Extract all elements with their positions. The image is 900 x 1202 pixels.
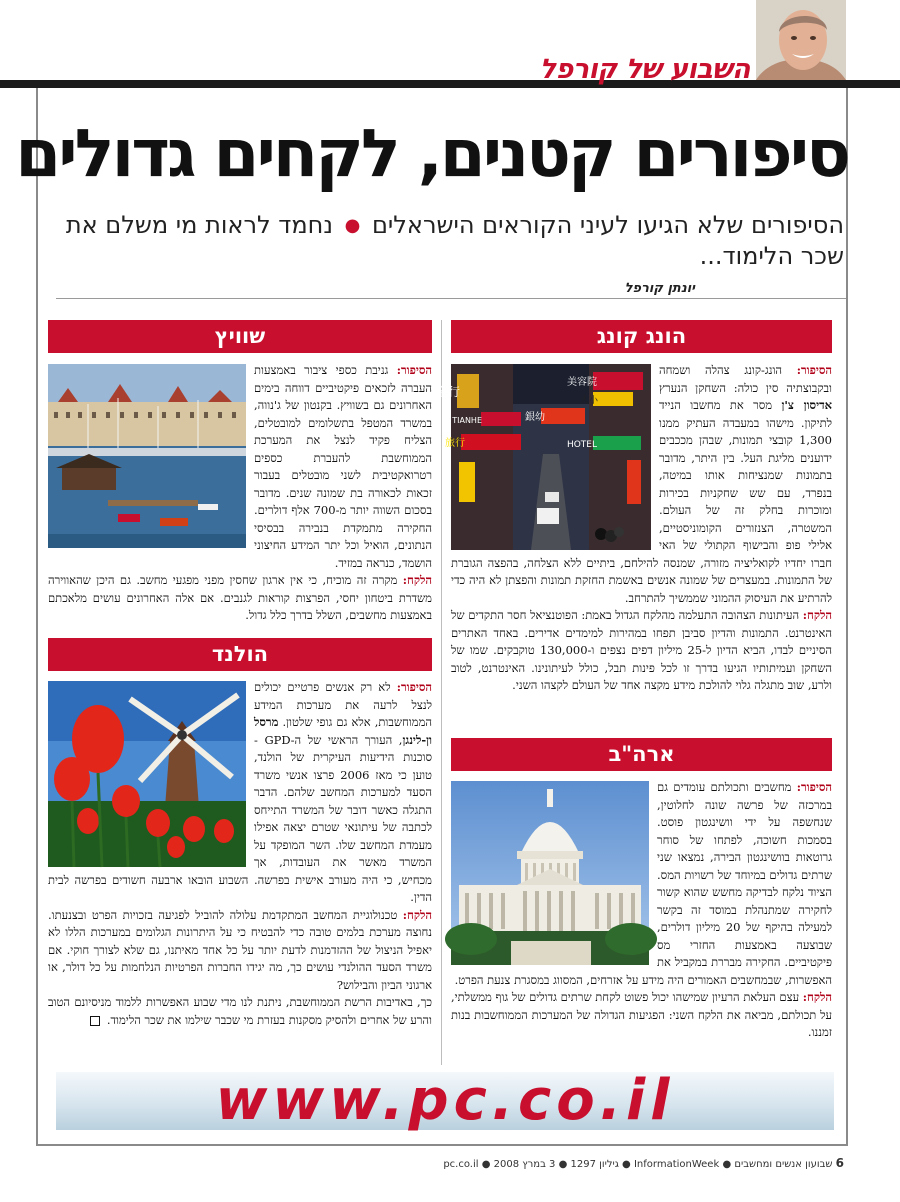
- folio-text: שבועון אנשים ומחשבים ● InformationWeek ● גיליון 1297 ● 3 במרץ 2008 ● pc.co.il: [443, 1159, 833, 1170]
- subheadline: [44, 210, 844, 271]
- lesson-hongkong: העיתונות הצהובה התעלמה מהלקח הגדול באמת: הפוטנציאל חסר התקדים של האינטרנט. התמונות והדיון סביבן תפחו במהירות למימדים אדירים. באחד האתרים הסיניים לבדו, הביא הדיון ל-25 מיליון דפים נצפים ו-130,000 טוקבקים. שמו של השחקן ועמיתותיו הגיעו בדרך זו לכל פינות תבל, כולל לעיתונינו. האינטרנט, לטוב ולרע, שוב מתגלה גלוי להולכת מידע מקצה אחד של העולם לקצהו השני.: [451, 608, 832, 692]
- hk-sign-7: HOTEL: [566, 440, 597, 450]
- story-holland-a: לא רק אנשים פרטיים יכולים לנצל לרעה את מערכות המידע הממוחשבות, אלא גם גופי שלטון.: [254, 680, 432, 729]
- column-divider: [441, 320, 442, 1065]
- harbor-photo: [48, 364, 246, 548]
- url-banner[interactable]: [56, 1068, 834, 1133]
- story-hongkong-b: מסר את מחשבו הנייד לתיקון. מישהו במעבדה העתיק ממנו 1,300 קובצי תמונות, שבהן מככבים ידוענים מליגת העל. בין היתר, מדובר בתמונות שמנציחות אותו במיטה, בנפרד, עם שש שחקניות בכירות ומוכרות בחלק זה של העולם. המשטרה, הצנזורים הקומוניסטיים, אלילי פופ והבישוף הקתולי של האי חברו יחדיו לקואליציה מזורה, שמנסה להילחם, ביתיים ללא הצלחה, בהפצה הגוברת של התמונות. במעצרים של שמונה אנשים באשמת החזקת תמונות והפצתן לא היה כדי להרתיע את העיסוק ההמוני שממשיך להתרחב.: [451, 398, 832, 605]
- story-usa: מחשבים ותכולתם עומדים גם במרכזה של פרשה שונה לחלוטין, שנחשפה על ידי וושינגטון פוסט. בסמכות חשוכה, לפתחו של סוחר גרוטאות בוושינגטון הבירה, נמצאו שני שרתים גדולים במיוחד של רשויות המס. הציוד נלקח לבדיקה מחשש שהוא קשור לחקירה שמתנהלת במוסד זה בקשר למעילה בהיקף של 20 מיליון דולרים, שבוצעה באמצעות החזרי מס פיקטיביים. החקירה מבררת במקביל את האפשרות, שבמחשבים האמורים היה מידע על אזרחים, המסווג במסגרת צנעת הפרט.: [454, 780, 832, 987]
- lesson-usa: עצם העלאת הרעיון שמישהו יכול פשוט לקחת שרתים גדולים של גוף ממשלתי, על תכולתם, מביאה את הלקח השני: הפגיעות הגדולה של המערכות הממוחשבות בנות זמננו.: [451, 990, 832, 1039]
- hongkong-street-photo: [435, 364, 651, 550]
- section-title-holland: הולנד: [48, 638, 432, 671]
- bullet-icon: ●: [344, 215, 361, 236]
- lesson-label-holland: הלקח:: [402, 907, 432, 922]
- hk-sign-6: 旅行: [445, 438, 465, 449]
- column-label: השבוע של קורפל: [539, 54, 750, 85]
- author-photo: [756, 0, 846, 80]
- subheadline-part2: נחמד לראות מי משלם את שכר הלימוד...: [65, 211, 844, 270]
- person-name-hongkong: אדיסון צ'ן: [781, 398, 833, 412]
- story-label-usa: הסיפור:: [796, 780, 832, 794]
- closing-paragraph: כך, באדיבות הרשת הממוחשבת, ניתנת לנו מדי שבוע האפשרות ללמוד מניסיונם הטוב והרע של אחרים ולהסיק מסקנות בעזרת מי שכבר שילמו את שכר הלימוד.: [48, 995, 432, 1027]
- windmill-tulips-photo: [48, 681, 246, 867]
- subheadline-part1: הסיפורים שלא הגיעו לעיני הקוראים הישראלים: [371, 211, 844, 239]
- article-holland: [48, 679, 432, 1029]
- article-usa: [451, 779, 832, 1042]
- story-holland-b: , העורך הראשי של ה-GPD - סוכנות הידיעות העיקרית של הולנד, טוען כי מאז 2006 פרצו אנשי משרד הסעד למערכות המחשב שלהם. הדבר התגלה כאשר דובר של המשרד התייחס לכתבה של עיתונאי שטרם יצאה אפילו מעמדת המחשב שלו. השר המופקד על המשרד מאשר את העובדות, אך מכחיש, כי היה מעורב אישית בפרשה. השבוע הובאו ארבעה חשודים בפרשה לבית הדין.: [48, 732, 432, 904]
- capitol-photo: [451, 781, 649, 965]
- headline: סיפורים קטנים, לקחים גדולים: [15, 115, 848, 192]
- end-of-article-icon: [90, 1016, 100, 1026]
- banner-url-text: www.pc.co.il: [215, 1068, 675, 1133]
- story-hongkong-a: הונג-קונג צהלה ושמחה ובקבוצתיה סין כולה: השחקן הנערץ: [659, 363, 832, 395]
- header-bar: [0, 80, 900, 88]
- byline-rule: [56, 298, 846, 299]
- article-hongkong: [435, 362, 833, 695]
- story-label-holland: הסיפור:: [396, 680, 432, 694]
- section-title-sweden: שוויץ: [48, 320, 432, 353]
- article-sweden: [48, 362, 432, 625]
- byline: יונתן קורפל: [624, 281, 695, 296]
- hk-sign-5: 銀幼: [525, 412, 545, 423]
- story-label-sweden: הסיפור:: [396, 363, 432, 377]
- hk-sign-2: 美容院: [567, 377, 597, 388]
- page-number: 6: [835, 1156, 844, 1170]
- story-sweden: גניבת כספי ציבור באמצעות העברה לזכאים פיקטיביים דווחה בימים האחרונים גם בשוויץ. בקנטון של ג'נווה, במשרד המטפל בתשלומים למובטלים, הצליח פקיד לנצל את המערכת הממוחשבת להעברת כספים רטרואקטיבית לשני מובטלים בעבור זכאות לכאורה בת שמונה שנים. מדובר בסכום השווה יותר מ-700 אלף דולרים. החקירה מתמקדת בנבירה בבסיסי הנתונים, הואיל וכל יתר המידע החיצוני הושמד, כנראה במזיד.: [254, 363, 432, 570]
- story-label-hongkong: הסיפור:: [796, 363, 832, 377]
- lesson-holland: טכנולוגיית המחשב המתקדמת עלולה להוביל לפגיעה בזכויות הפרט ובצנעתו. נחוצה מערכת בלמים טובה כדי להבטיח כי על היתרונות הגלומים במערכות הללו לא יאפיל הניצול של ההזדמנות לדעת יותר על כל אחד מאיתנו, גם שלא לצורך חוקי. אם משרד הסעד ההולנדי עושים כך, מה יגידו החברות הפרטיות הנלחמות על כל דולר, או ארגוני הביון והבילוש?: [48, 907, 432, 992]
- section-title-hongkong: הונג קונג: [451, 320, 832, 353]
- hk-sign-1: 金行: [435, 385, 460, 399]
- section-title-usa: ארה"ב: [451, 738, 832, 771]
- lesson-label-usa: הלקח:: [802, 990, 832, 1004]
- folio: [443, 1156, 844, 1170]
- hk-sign-3: 大小: [579, 396, 598, 406]
- lesson-label-sweden: הלקח:: [402, 573, 432, 587]
- person-name-holland: מרסל ון-לינגן: [254, 715, 432, 747]
- hk-sign-4: TIANHE: [452, 416, 482, 425]
- lesson-label-hongkong: הלקח:: [802, 608, 832, 622]
- lesson-sweden: מקרה זה מוכיח, כי אין ארגון שחסין מפני מפגעי מחשב. גם היכן שהאווירה משדרת ביטחון יחסי, הפרצות קוראות לגנבים. אם אלה האחרונים עושים מלאכתם באמצעות מחשבים, השלל בדרך כלל גדול.: [48, 573, 432, 622]
